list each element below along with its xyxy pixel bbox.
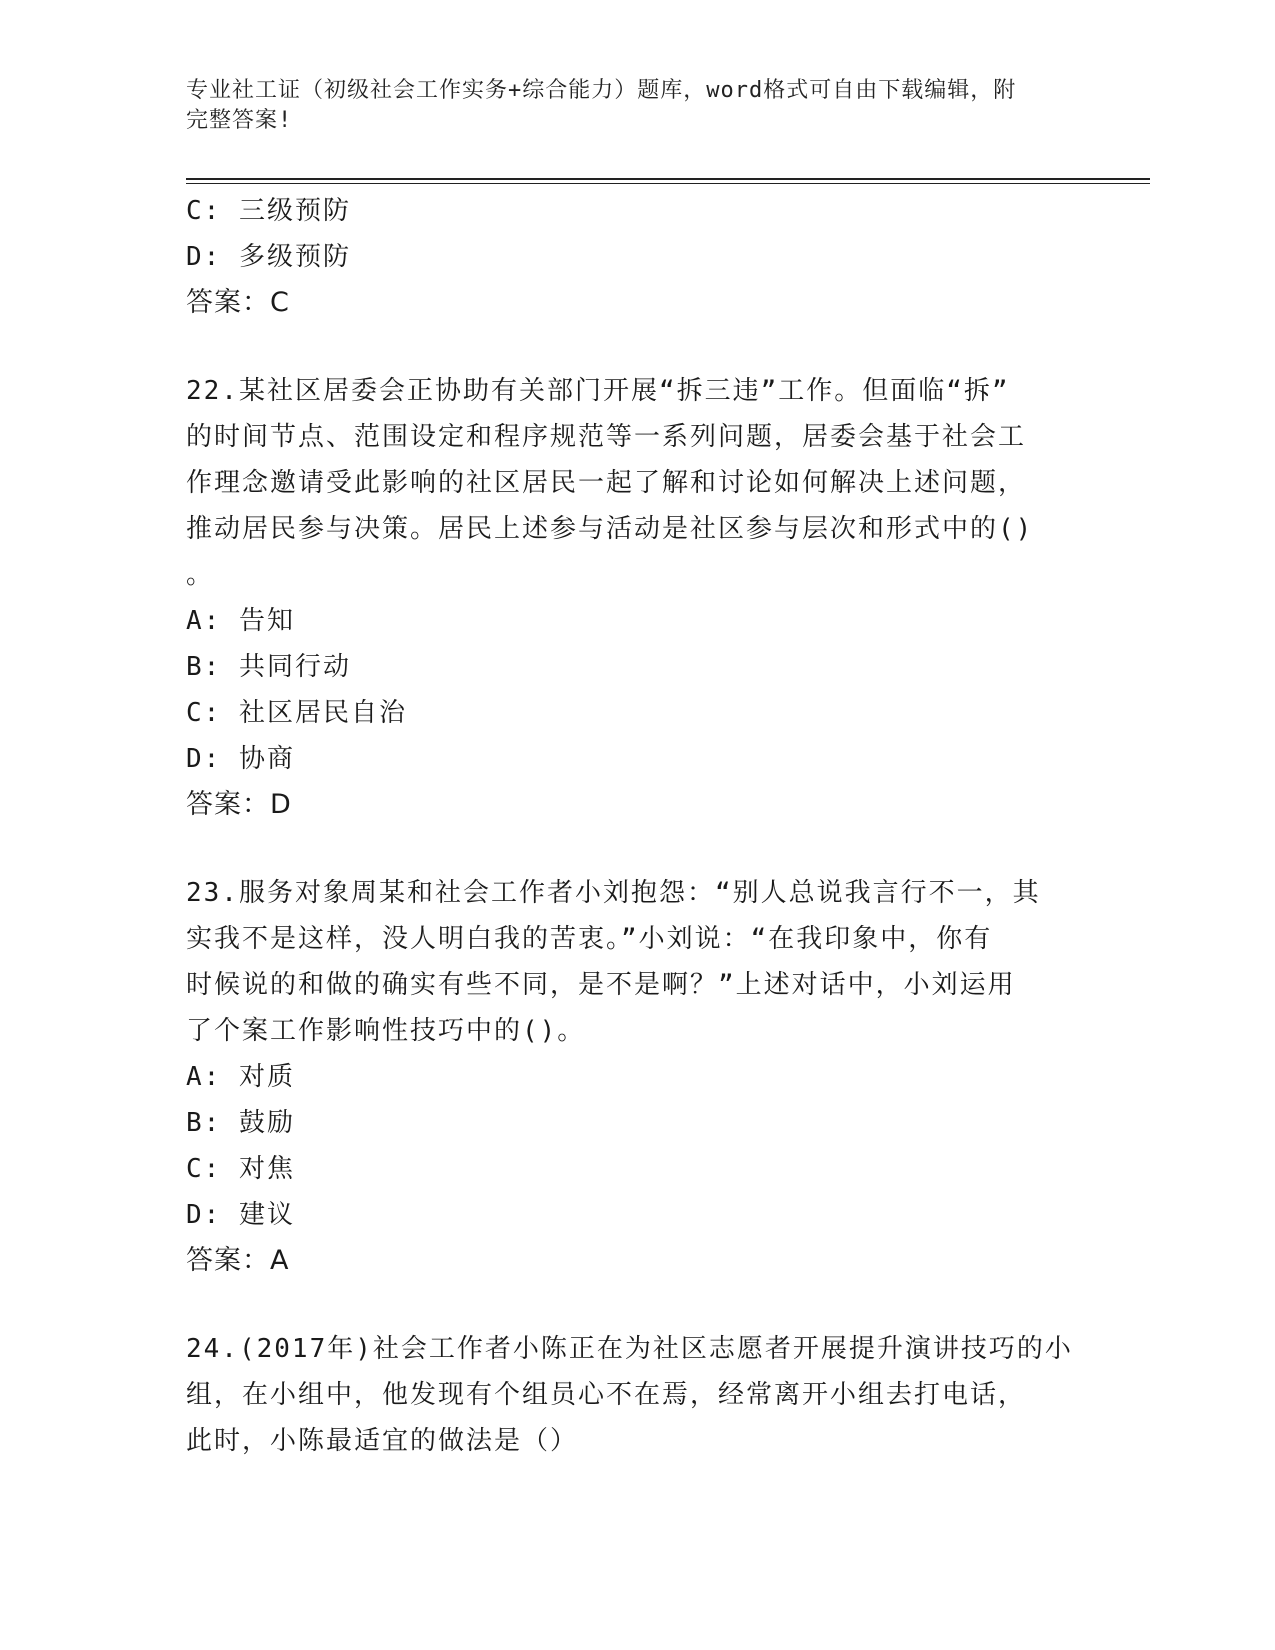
option-text: 告知 xyxy=(238,606,295,636)
option-label: D: xyxy=(186,1200,222,1230)
option-text: 社区居民自治 xyxy=(238,698,407,728)
question-stem-line: 组，在小组中，他发现有个组员心不在焉，经常离开小组去打电话， xyxy=(186,1380,1027,1410)
question-stem-line: 22.某社区居委会正协助有关部门开展“拆三违”工作。但面临“拆” xyxy=(186,376,1010,406)
option-label: A: xyxy=(186,606,222,636)
option-text: 多级预防 xyxy=(238,242,351,272)
question-stem-line: 。 xyxy=(186,560,215,590)
header-line-1: 专业社工证（初级社会工作实务+综合能力）题库，word格式可自由下载编辑，附 xyxy=(186,78,1017,103)
option-a xyxy=(186,598,1086,644)
option-text: 对焦 xyxy=(238,1154,295,1184)
option-d xyxy=(186,736,1086,782)
question-stem-line: 作理念邀请受此影响的社区居民一起了解和讨论如何解决上述问题， xyxy=(186,468,1027,498)
option-label: D: xyxy=(186,744,222,774)
option-text: 建议 xyxy=(238,1200,295,1230)
question-stem-line: 24.(2017年)社会工作者小陈正在为社区志愿者开展提升演讲技巧的小 xyxy=(186,1334,1073,1364)
question-23 xyxy=(186,870,1086,1284)
option-label: C: xyxy=(186,698,222,728)
question-stem-line: 推动居民参与决策。居民上述参与活动是社区参与层次和形式中的() xyxy=(186,514,1034,544)
question-22 xyxy=(186,368,1086,828)
question-stem-line: 了个案工作影响性技巧中的()。 xyxy=(186,1016,586,1046)
option-text: 对质 xyxy=(238,1062,295,1092)
answer-line: 答案：C xyxy=(186,287,290,318)
answer-line: 答案：A xyxy=(186,1245,290,1276)
option-label: C: xyxy=(186,196,222,226)
option-label: A: xyxy=(186,1062,222,1092)
option-label: D: xyxy=(186,242,222,272)
answer-line: 答案：D xyxy=(186,789,292,820)
document-body xyxy=(186,188,1086,1464)
option-b xyxy=(186,644,1086,690)
option-label: C: xyxy=(186,1154,222,1184)
option-text: 协商 xyxy=(238,744,295,774)
option-text: 三级预防 xyxy=(238,196,351,226)
option-c xyxy=(186,690,1086,736)
spacer xyxy=(186,326,1086,368)
option-d xyxy=(186,1192,1086,1238)
option-label: B: xyxy=(186,1108,222,1138)
question-stem-line: 实我不是这样，没人明白我的苦衷。”小刘说：“在我印象中，你有 xyxy=(186,924,993,954)
document-header xyxy=(186,76,1086,136)
question-stem-line: 此时，小陈最适宜的做法是（） xyxy=(186,1426,579,1456)
header-line-2: 完整答案! xyxy=(186,108,293,133)
option-a xyxy=(186,1054,1086,1100)
header-rule-thin xyxy=(186,183,1150,184)
question-stem-line: 的时间节点、范围设定和程序规范等一系列问题，居委会基于社会工 xyxy=(186,422,1027,452)
option-text: 鼓励 xyxy=(238,1108,295,1138)
question-stem-line: 时候说的和做的确实有些不同，是不是啊？”上述对话中，小刘运用 xyxy=(186,970,1016,1000)
option-text: 共同行动 xyxy=(238,652,351,682)
spacer xyxy=(186,1284,1086,1326)
spacer xyxy=(186,828,1086,870)
question-21-tail xyxy=(186,188,1086,326)
option-b xyxy=(186,1100,1086,1146)
option-d xyxy=(186,234,1086,280)
question-stem-line: 23.服务对象周某和社会工作者小刘抱怨：“别人总说我言行不一，其 xyxy=(186,878,1041,908)
option-label: B: xyxy=(186,652,222,682)
option-c xyxy=(186,188,1086,234)
header-rule-thick xyxy=(186,178,1150,180)
option-c xyxy=(186,1146,1086,1192)
question-24 xyxy=(186,1326,1086,1464)
